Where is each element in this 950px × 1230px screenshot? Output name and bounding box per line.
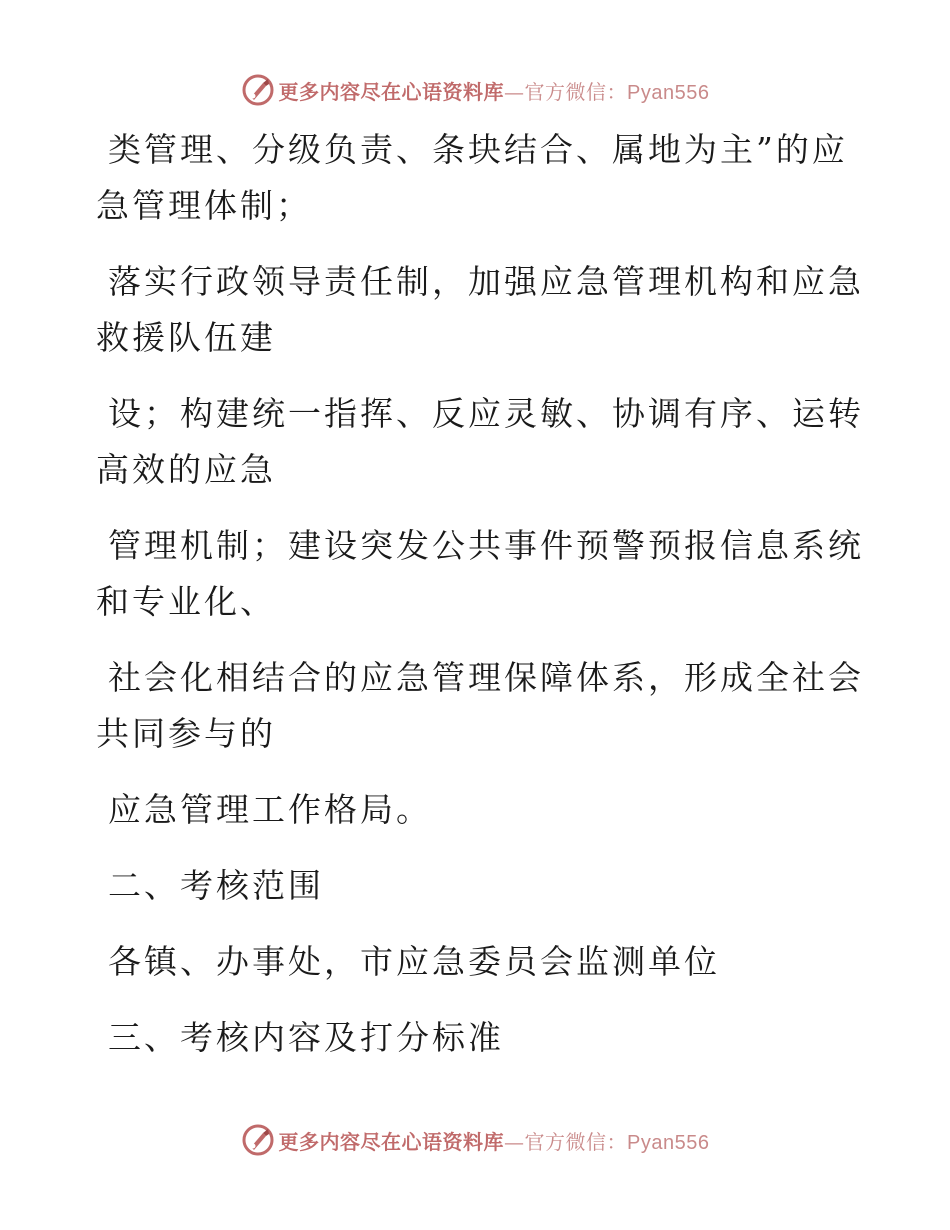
paragraph — [96, 122, 848, 234]
paragraph-line: 类管理、分级负责、条块结合、属地为主”的应 — [108, 130, 848, 169]
paragraph — [96, 782, 836, 838]
paragraph-line: 高效的应急 — [96, 450, 276, 489]
paragraph — [96, 254, 864, 366]
paragraph-line: 各镇、办事处，市应急委员会监测单位 — [108, 942, 720, 981]
section-heading — [96, 1010, 836, 1066]
footer-watermark — [0, 1120, 950, 1160]
section-heading-text: 二、考核范围 — [108, 866, 324, 905]
paragraph-line: 和专业化、 — [96, 582, 276, 621]
quill-logo-icon — [241, 1123, 275, 1157]
paragraph-line: 落实行政领导责任制，加强应急管理机构和应急 — [108, 262, 864, 301]
paragraph-line: 共同参与的 — [96, 714, 276, 753]
paragraph-line: 应急管理工作格局。 — [108, 790, 432, 829]
header-watermark — [0, 70, 950, 110]
paragraph-line: 管理机制；建设突发公共事件预警预报信息系统 — [108, 526, 864, 565]
paragraph-line: 救援队伍建 — [96, 318, 276, 357]
watermark-text — [279, 1126, 710, 1155]
paragraph — [96, 386, 864, 498]
watermark-brand: 更多内容尽在心语资料库 — [278, 79, 505, 104]
paragraph — [96, 518, 864, 630]
section-heading — [96, 858, 836, 914]
paragraph-line: 设；构建统一指挥、反应灵敏、协调有序、运转 — [108, 394, 864, 433]
watermark-text — [279, 76, 710, 105]
quill-logo-icon — [241, 73, 275, 107]
watermark-label: 官方微信： — [524, 1129, 628, 1154]
paragraph — [96, 934, 836, 990]
watermark-handle: Pyan556 — [627, 81, 710, 104]
paragraph-line: 社会化相结合的应急管理保障体系，形成全社会 — [108, 658, 864, 697]
watermark-brand: 更多内容尽在心语资料库 — [278, 1129, 505, 1154]
watermark-label: 官方微信： — [524, 79, 628, 104]
watermark-dash: — — [504, 79, 525, 104]
watermark-handle: Pyan556 — [627, 1131, 710, 1154]
document-body — [96, 122, 864, 1086]
watermark-dash: — — [504, 1129, 525, 1154]
section-heading-text: 三、考核内容及打分标准 — [108, 1018, 504, 1057]
paragraph-line: 急管理体制； — [96, 186, 312, 225]
paragraph — [96, 650, 864, 762]
